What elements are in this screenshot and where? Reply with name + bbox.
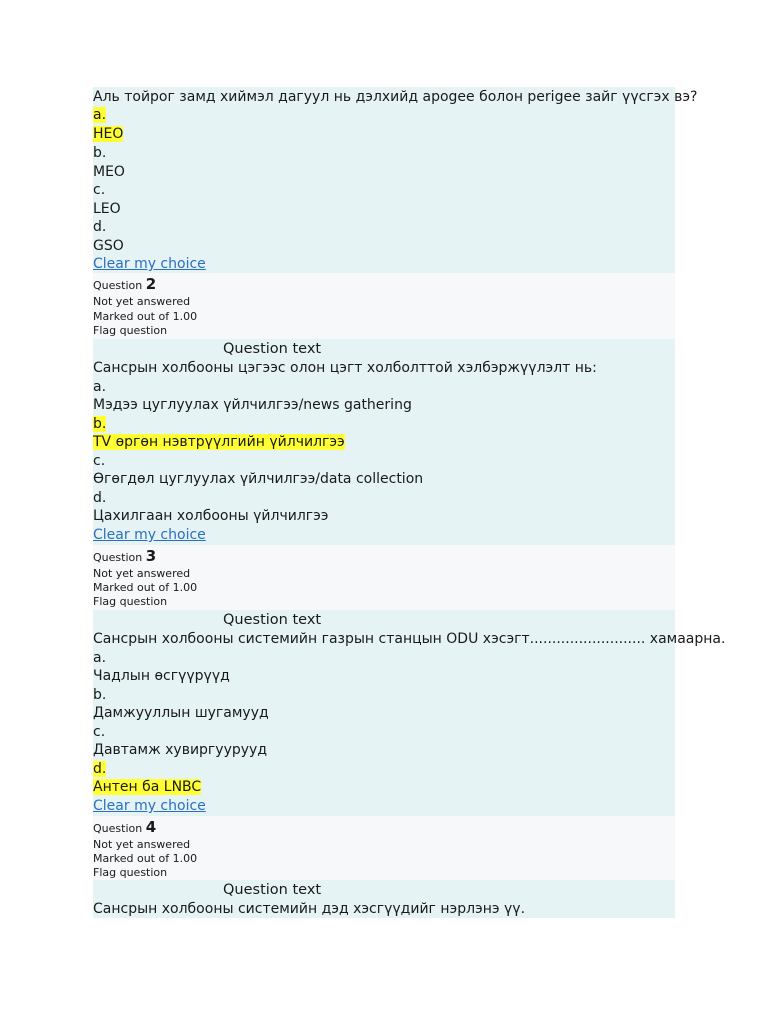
question-number: 4 [145, 818, 157, 836]
question-number: 3 [145, 547, 157, 565]
question-4-flag[interactable]: Flag question [93, 866, 168, 879]
q3-option-a[interactable]: a. [93, 650, 107, 666]
question-text-heading: Question text [223, 612, 322, 628]
question-3-flag[interactable]: Flag question [93, 595, 168, 608]
q1-option-b-label[interactable]: MEO [93, 164, 125, 180]
q3-option-d-label[interactable] [93, 778, 201, 796]
q1-option-c-label[interactable]: LEO [93, 201, 121, 217]
question-label: Question [93, 279, 143, 292]
question-1-text: Аль тойрог замд хиймэл дагуул нь дэлхийд apogee болон perigee зайг үүсгэх вэ? [93, 89, 698, 105]
question-2-state: Not yet answered [93, 295, 191, 308]
q1-option-a-label[interactable] [93, 125, 123, 143]
q2-option-d[interactable]: d. [93, 490, 107, 506]
q2-option-a-label[interactable]: Мэдээ цуглуулах үйлчилгээ/news gathering [93, 397, 412, 413]
question-2-info [93, 273, 675, 339]
question-3-state: Not yet answered [93, 567, 191, 580]
q2-option-a[interactable]: a. [93, 379, 107, 395]
q1-clear-choice-link[interactable]: Clear my choice [93, 256, 206, 272]
question-2-flag[interactable]: Flag question [93, 324, 168, 337]
question-2-marks: Marked out of 1.00 [93, 310, 198, 323]
question-3-content [93, 610, 726, 816]
question-3-text: Сансрын холбооны системийн газрын станцын ODU хэсэгт.......................... хамаарна. [93, 631, 726, 647]
question-4-content [93, 880, 675, 918]
question-label: Question [93, 551, 143, 564]
question-2-content [93, 339, 675, 545]
q1-option-a-text: HEO [93, 126, 124, 142]
q3-option-b[interactable]: b. [93, 687, 107, 703]
question-3-heading [93, 549, 156, 565]
q2-option-b[interactable] [93, 415, 106, 433]
question-number: 2 [145, 275, 157, 293]
question-3-info [93, 545, 675, 610]
question-4-info [93, 816, 675, 880]
q1-option-a-letter: a. [93, 107, 107, 123]
question-1-content [93, 87, 698, 273]
question-2-heading [93, 277, 156, 293]
q1-option-d[interactable]: d. [93, 219, 107, 235]
question-label: Question [93, 822, 143, 835]
q1-option-c[interactable]: c. [93, 182, 106, 198]
q2-option-b-label[interactable] [93, 433, 345, 451]
q2-option-b-letter: b. [93, 416, 107, 432]
question-3-marks: Marked out of 1.00 [93, 581, 198, 594]
question-4-state: Not yet answered [93, 838, 191, 851]
q2-clear-choice-link[interactable]: Clear my choice [93, 527, 206, 543]
q2-option-d-label[interactable]: Цахилгаан холбооны үйлчилгээ [93, 508, 329, 524]
question-2-text: Сансрын холбооны цэгээс олон цэгт холболттой хэлбэржүүлэлт нь: [93, 360, 597, 376]
q2-option-c-label[interactable]: Өгөгдөл цуглуулах үйлчилгээ/data collection [93, 471, 424, 487]
q3-clear-choice-link[interactable]: Clear my choice [93, 798, 206, 814]
q1-option-a[interactable] [93, 106, 106, 124]
q2-option-c[interactable]: c. [93, 453, 106, 469]
q2-option-b-text: TV өргөн нэвтрүүлгийн үйлчилгээ [93, 434, 345, 450]
q3-option-c[interactable]: c. [93, 724, 106, 740]
q1-option-b[interactable]: b. [93, 145, 107, 161]
question-4-marks: Marked out of 1.00 [93, 852, 198, 865]
q3-option-d-letter: d. [93, 761, 107, 777]
q3-option-d[interactable] [93, 760, 106, 778]
question-text-heading: Question text [223, 882, 322, 898]
q3-option-a-label[interactable]: Чадлын өсгүүрүүд [93, 668, 230, 684]
q3-option-d-text: Антен ба LNBC [93, 779, 202, 795]
q3-option-c-label[interactable]: Давтамж хувиргуурууд [93, 742, 267, 758]
question-text-heading: Question text [223, 341, 322, 357]
q3-option-b-label[interactable]: Дамжууллын шугамууд [93, 705, 269, 721]
question-4-text: Сансрын холбооны системийн дэд хэсгүүдийг нэрлэнэ үү. [93, 901, 526, 917]
question-4-heading [93, 820, 156, 836]
q1-option-d-label[interactable]: GSO [93, 238, 124, 254]
